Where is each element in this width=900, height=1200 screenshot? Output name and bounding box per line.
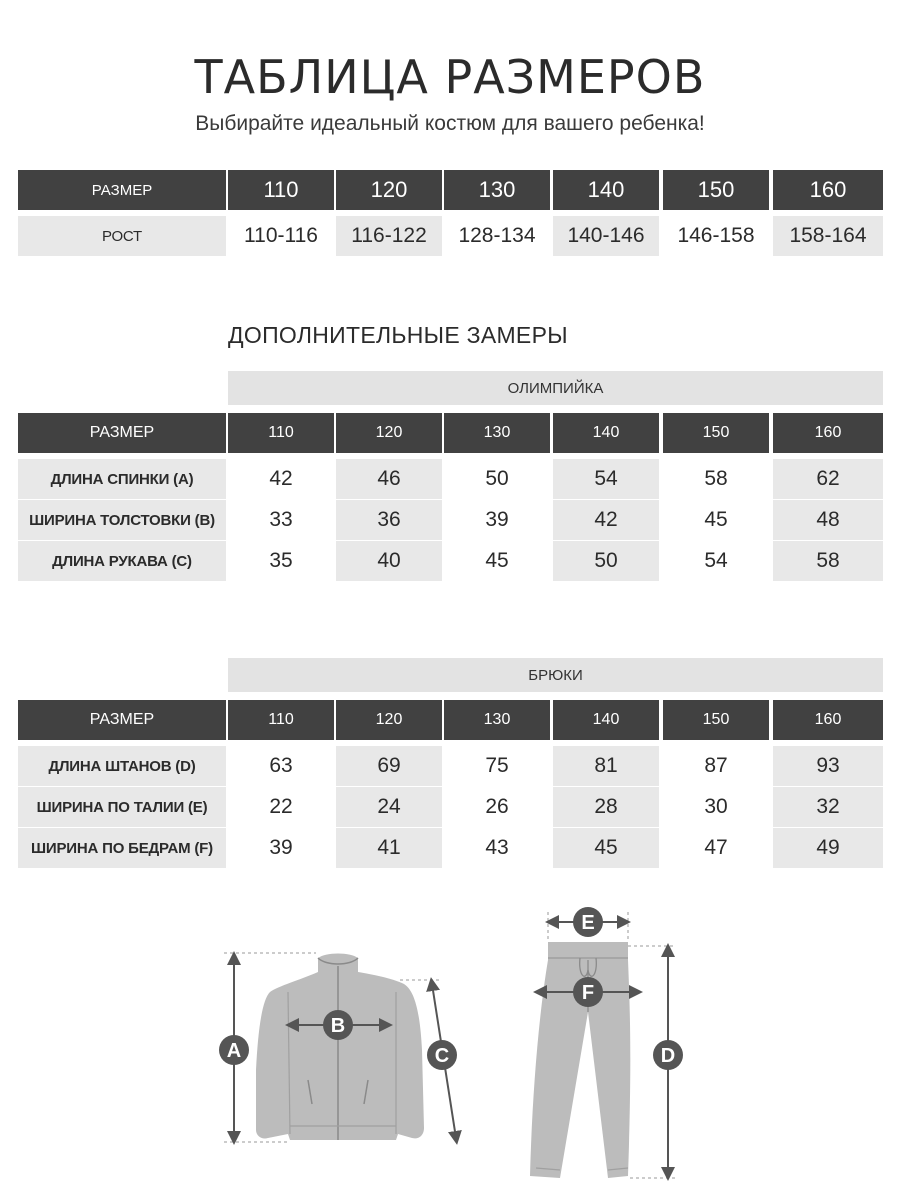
table-cell: 93 xyxy=(773,746,883,786)
size-120: 120 xyxy=(336,700,442,740)
table-cell: 46 xyxy=(336,459,442,499)
table-cell: 54 xyxy=(553,459,659,499)
size-160: 160 xyxy=(773,413,883,453)
marker-e-label: E xyxy=(581,912,595,934)
table-cell: 42 xyxy=(553,500,659,540)
table-row xyxy=(18,459,883,499)
size-160: 160 xyxy=(773,170,883,210)
size-140: 140 xyxy=(553,170,659,210)
table-row xyxy=(18,828,883,868)
table-cell: 42 xyxy=(269,467,293,490)
size-110: 110 xyxy=(228,700,334,740)
table-cell: 87 xyxy=(704,754,728,777)
table-cell: 146-158 xyxy=(677,224,755,247)
table-cell: 49 xyxy=(773,828,883,868)
size-140: 140 xyxy=(553,700,659,740)
header-label: РАЗМЕР xyxy=(18,170,226,210)
table-cell: 158-164 xyxy=(773,216,883,256)
row-label: ШИРИНА ТОЛСТОВКИ (B) xyxy=(18,500,226,540)
table-cell: 32 xyxy=(773,787,883,827)
table-cell: 41 xyxy=(336,828,442,868)
table-cell: 75 xyxy=(485,754,509,777)
marker-b xyxy=(323,1010,353,1040)
jacket-band: ОЛИМПИЙКА xyxy=(228,371,883,405)
table-cell: 45 xyxy=(553,828,659,868)
marker-e xyxy=(573,907,603,937)
marker-d xyxy=(653,1040,683,1070)
size-110: 110 xyxy=(228,413,334,453)
table-cell: 62 xyxy=(773,459,883,499)
table-cell: 140-146 xyxy=(553,216,659,256)
pants-illustration xyxy=(530,942,630,1178)
table-row xyxy=(18,541,883,581)
table-cell: 58 xyxy=(773,541,883,581)
size-120: 120 xyxy=(336,170,442,210)
table-cell: 39 xyxy=(485,508,509,531)
table-cell: 110-116 xyxy=(244,224,318,247)
marker-c xyxy=(427,1040,457,1070)
table-cell: 24 xyxy=(336,787,442,827)
size-160: 160 xyxy=(773,700,883,740)
pants-header-row xyxy=(18,700,883,740)
size-150: 150 xyxy=(663,413,769,453)
table-cell: 43 xyxy=(485,836,509,859)
table-cell: 69 xyxy=(336,746,442,786)
measurement-diagram xyxy=(0,900,900,1200)
table-row xyxy=(18,746,883,786)
table-cell: 54 xyxy=(704,549,728,572)
marker-a-label: A xyxy=(226,1040,242,1062)
row-label: РОСТ xyxy=(18,216,226,256)
row-label: ДЛИНА СПИНКИ (A) xyxy=(18,459,226,499)
size-table-header-row xyxy=(18,170,883,210)
row-label: ДЛИНА РУКАВА (C) xyxy=(18,541,226,581)
marker-a xyxy=(219,1035,249,1065)
marker-f-label: F xyxy=(581,982,595,1004)
table-cell: 47 xyxy=(704,836,728,859)
table-cell: 58 xyxy=(704,467,728,490)
size-110: 110 xyxy=(228,170,334,210)
table-cell: 63 xyxy=(269,754,293,777)
marker-c-label: C xyxy=(434,1045,450,1067)
header-label: РАЗМЕР xyxy=(18,413,226,453)
table-cell: 50 xyxy=(553,541,659,581)
table-cell: 116-122 xyxy=(336,216,442,256)
table-cell: 39 xyxy=(269,836,293,859)
table-cell: 40 xyxy=(336,541,442,581)
size-150: 150 xyxy=(663,170,769,210)
jacket-header-row xyxy=(18,413,883,453)
table-cell: 45 xyxy=(485,549,509,572)
table-cell: 26 xyxy=(485,795,509,818)
table-row xyxy=(18,500,883,540)
section-title: ДОПОЛНИТЕЛЬНЫЕ ЗАМЕРЫ xyxy=(228,322,568,348)
marker-b-label: B xyxy=(330,1015,346,1037)
jacket-illustration xyxy=(256,954,424,1141)
table-cell: 33 xyxy=(269,508,293,531)
row-label: ДЛИНА ШТАНОВ (D) xyxy=(18,746,226,786)
table-cell: 48 xyxy=(773,500,883,540)
page-subtitle: Выбирайте идеальный костюм для вашего ребенка! xyxy=(195,112,705,135)
size-120: 120 xyxy=(336,413,442,453)
pants-band: БРЮКИ xyxy=(228,658,883,692)
table-cell: 35 xyxy=(269,549,293,572)
marker-f xyxy=(573,977,603,1007)
row-label: ШИРИНА ПО БЕДРАМ (F) xyxy=(18,828,226,868)
table-cell: 81 xyxy=(553,746,659,786)
table-cell: 128-134 xyxy=(458,224,536,247)
row-label: ШИРИНА ПО ТАЛИИ (E) xyxy=(18,787,226,827)
size-130: 130 xyxy=(444,700,550,740)
table-cell: 50 xyxy=(485,467,509,490)
table-cell: 30 xyxy=(704,795,728,818)
size-130: 130 xyxy=(444,170,550,210)
table-cell: 36 xyxy=(336,500,442,540)
table-row xyxy=(18,216,883,256)
header-label: РАЗМЕР xyxy=(18,700,226,740)
table-row xyxy=(18,787,883,827)
size-130: 130 xyxy=(444,413,550,453)
table-cell: 22 xyxy=(269,795,293,818)
size-150: 150 xyxy=(663,700,769,740)
table-cell: 45 xyxy=(704,508,728,531)
page-title: ТАБЛИЦА РАЗМЕРОВ xyxy=(194,50,706,104)
marker-d-label: D xyxy=(660,1045,676,1067)
size-140: 140 xyxy=(553,413,659,453)
table-cell: 28 xyxy=(553,787,659,827)
